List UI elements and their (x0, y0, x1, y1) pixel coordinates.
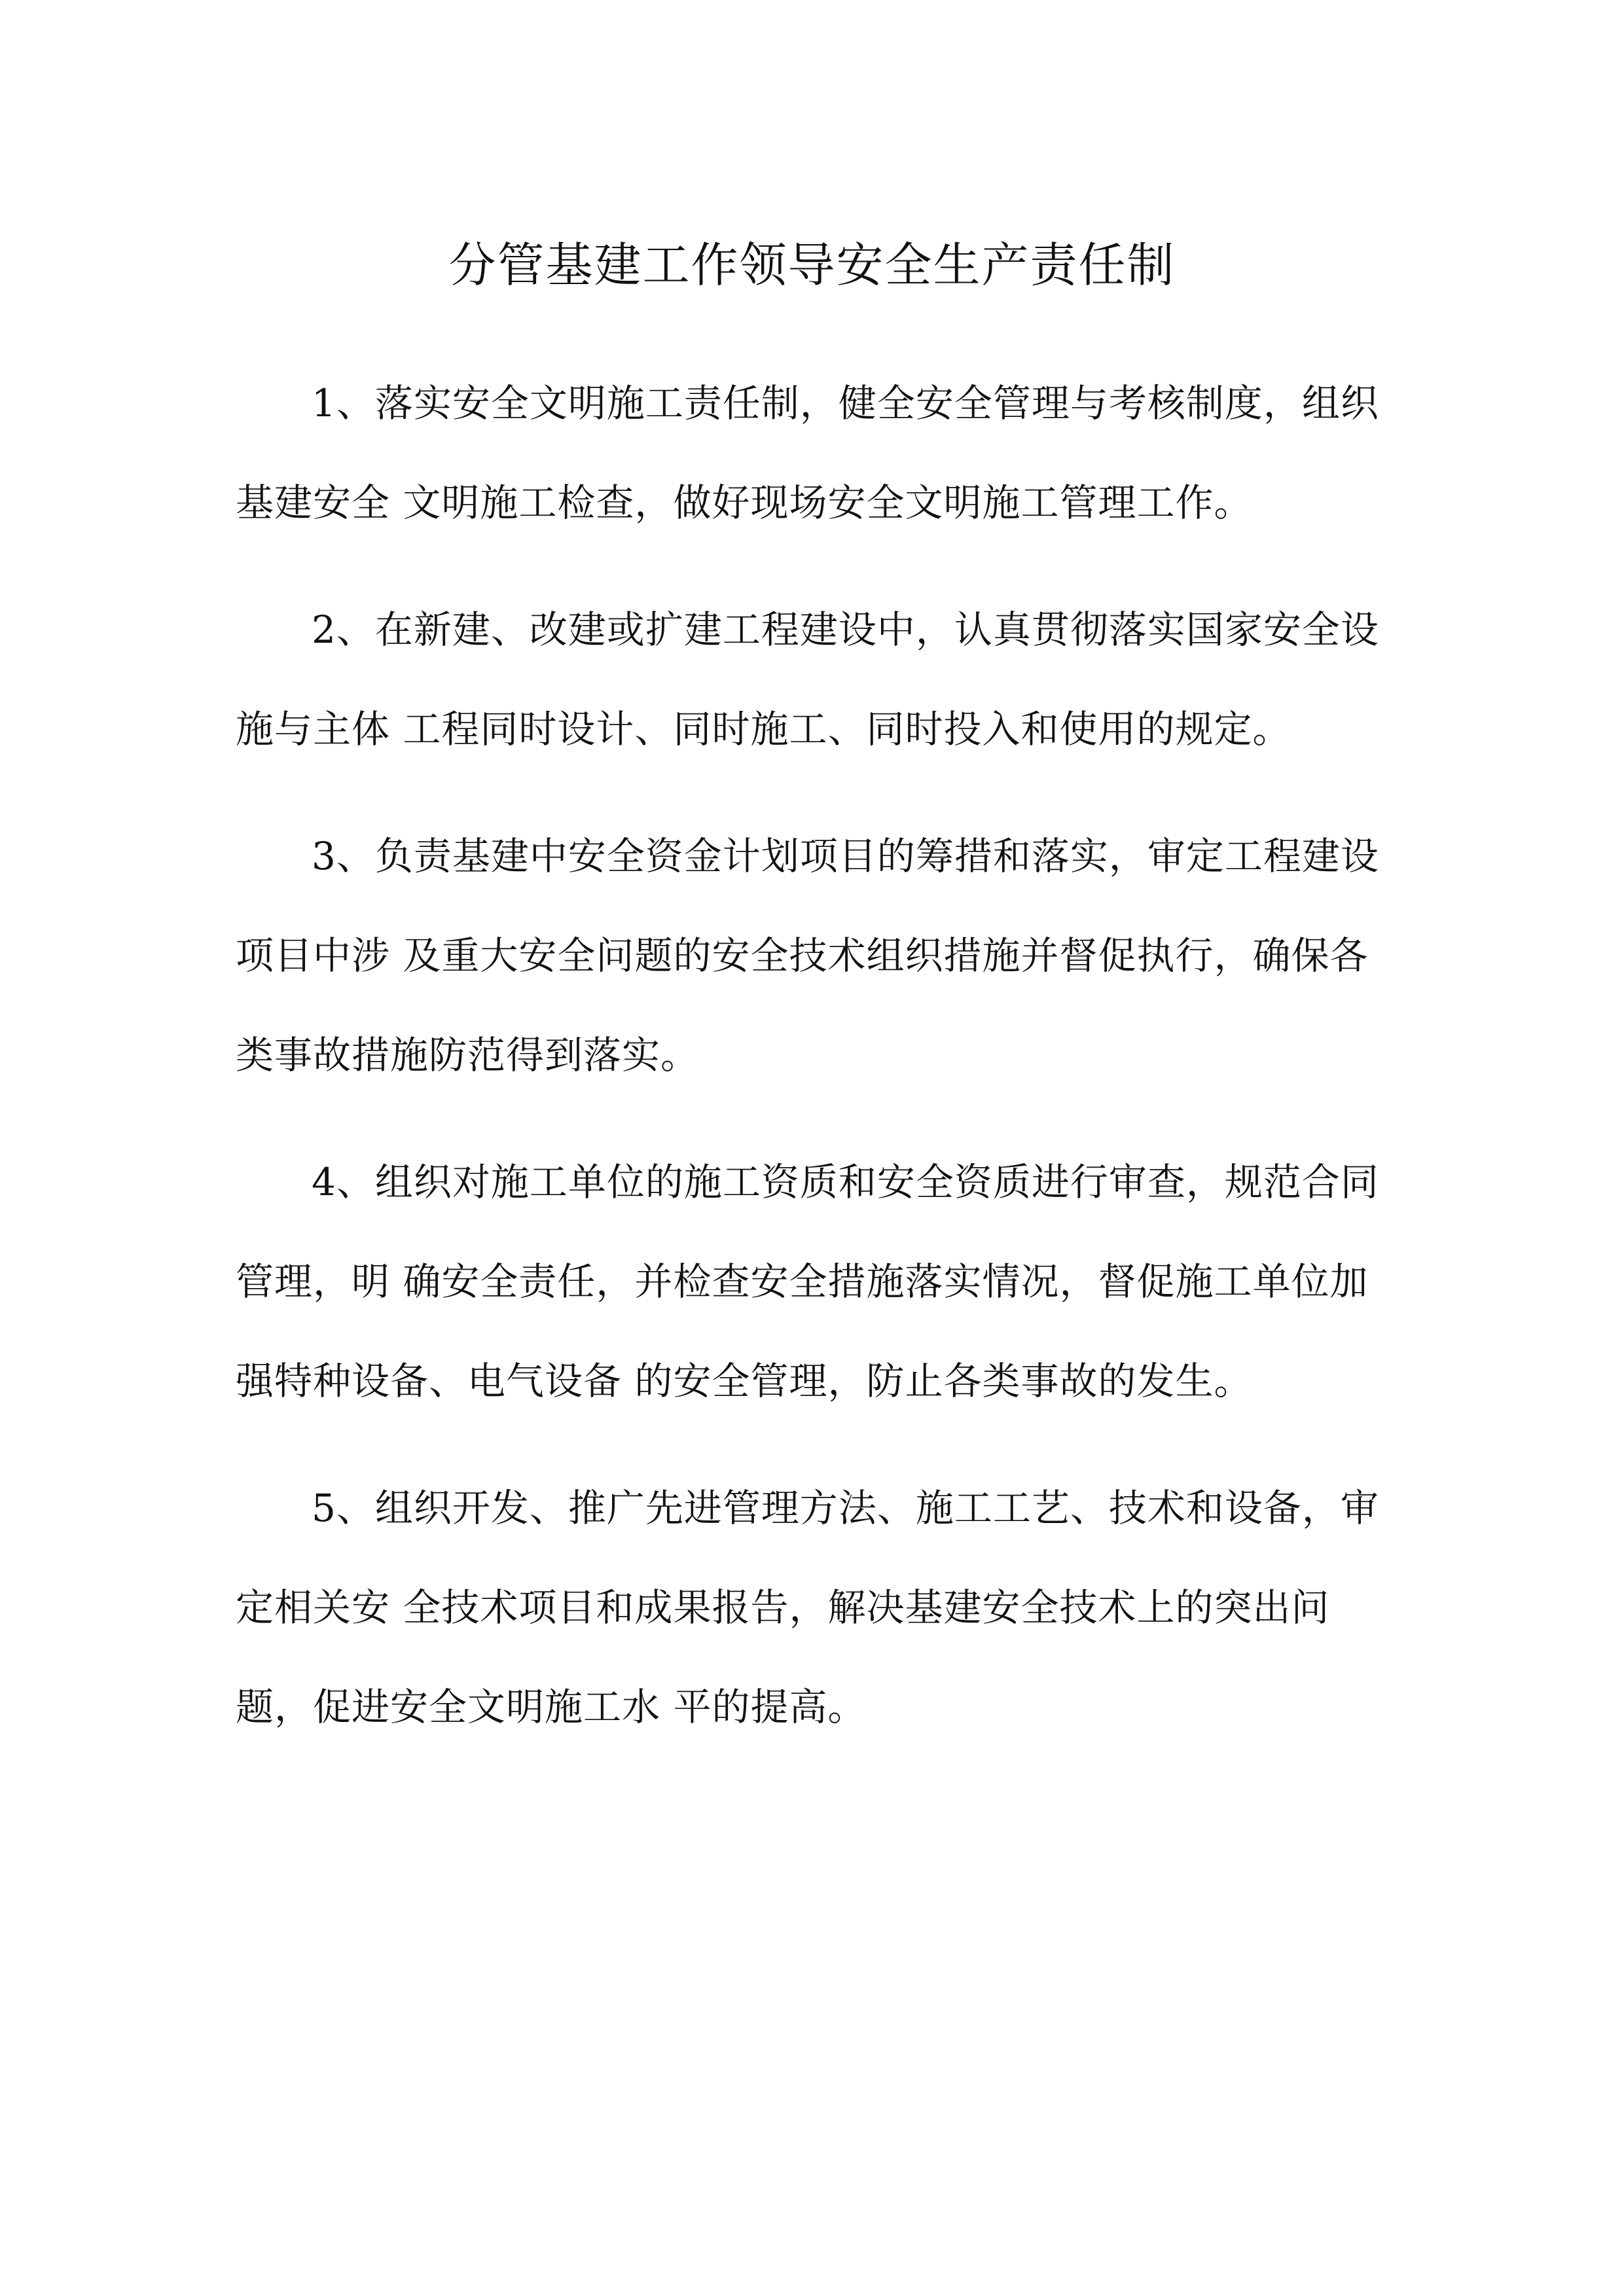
paragraph-3: 3、负责基建中安全资金计划项目的筹措和落实，审定工程建设项目中涉 及重大安全问题的安全技术组织措施并督促执行，确保各类事故措施防范得到落实。 (236, 834, 1379, 1077)
document-body (236, 353, 1394, 1784)
document-title: 分管基建工作领导安全生产责任制 (448, 238, 1176, 293)
paragraph-2: 2、在新建、改建或扩建工程建设中，认真贯彻落实国家安全设施与主体 工程同时设计、同时施工、同时投入和使用的规定。 (236, 607, 1379, 751)
paragraph-5: 5、组织开发、推广先进管理方法、施工工艺、技术和设备，审定相关安 全技术项目和成果报告，解决基建安全技术上的突出问题，促进安全文明施工水 平的提高。 (236, 1486, 1379, 1729)
paragraph-4: 4、组织对施工单位的施工资质和安全资质进行审查，规范合同管理，明 确安全责任，并检查安全措施落实情况，督促施工单位加强特种设备、电气设备 的安全管理，防止各类事故的发生。 (236, 1160, 1379, 1403)
paragraph-1: 1、落实安全文明施工责任制，健全安全管理与考核制度，组织基建安全 文明施工检查，做好现场安全文明施工管理工作。 (236, 381, 1379, 525)
